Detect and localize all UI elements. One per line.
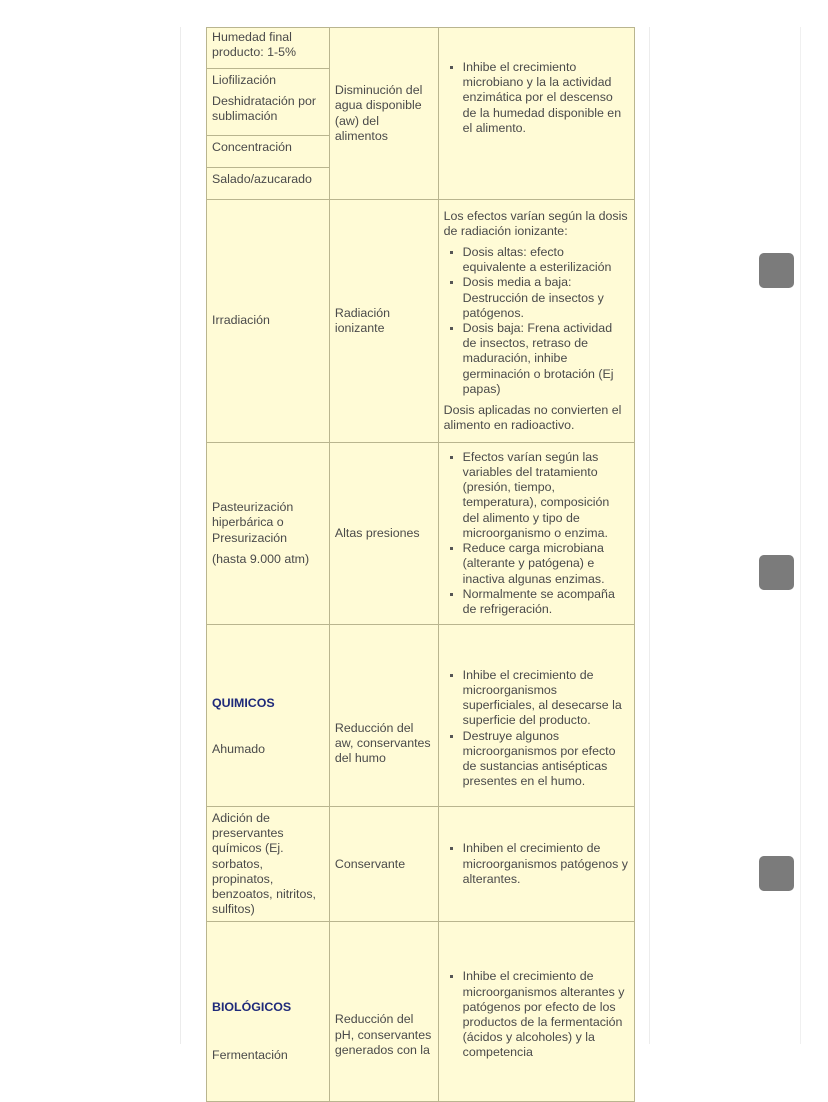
floating-action-button[interactable] xyxy=(759,253,794,288)
method-cell: Pasteurización hiperbárica o Presurización (hasta 9.000 atm) xyxy=(207,443,330,625)
effect-cell xyxy=(438,625,634,807)
effect-cell xyxy=(438,807,634,922)
sidebar-divider xyxy=(800,27,801,1044)
table-row xyxy=(207,625,635,807)
effect-cell xyxy=(438,443,634,625)
effect-list: Efectos varían según las variables del tratamiento (presión, tiempo, temperatura), composición del alimento y tipo de microorganismo o enzima. Reduce carga microbiana (alterante y patógena) e inactiva algunas enzimas. Normalmente se acompaña de refrigeración. xyxy=(444,450,629,617)
floating-action-button[interactable] xyxy=(759,856,794,891)
effect-list: Dosis altas: efecto equivalente a esterilización Dosis media a baja: Destrucción de insectos y patógenos. Dosis baja: Frena actividad de insectos, retraso de maduración, inhibe germinación o brotación (Ej papas) xyxy=(444,245,629,397)
method-cell: Irradiación xyxy=(207,200,330,443)
effect-cell: Los efectos varían según la dosis de radiación ionizante: Dosis altas: efecto equivalente a esterilización Dosis media a baja: Destrucción de insectos y patógenos. Dosis baja: Frena actividad de insectos, retraso de maduración, inhibe germinación o brotación (Ej papas) Dosis aplicadas no convierten el alimento en radioactivo. xyxy=(438,200,634,443)
table-row xyxy=(207,443,635,625)
category-heading: QUIMICOS xyxy=(212,696,275,711)
effect-list: Inhibe el crecimiento de microorganismos superficiales, al desecarse la superficie del producto. Destruye algunos microorganismos por efecto de sustancias antisépticas presentes en el humo. xyxy=(444,668,629,790)
principle-cell: Reducción del pH, conservantes generados con la xyxy=(329,922,438,1102)
table-row xyxy=(207,807,635,922)
method-subitem: Concentración xyxy=(207,136,329,168)
method-cell: QUIMICOS Ahumado xyxy=(207,625,330,807)
principle-cell: Reducción del aw, conservantes del humo xyxy=(329,625,438,807)
preservation-methods-table xyxy=(206,27,635,1102)
method-cell xyxy=(207,28,330,200)
method-subitem: Liofilización Deshidratación por sublimación xyxy=(207,69,329,136)
document-page xyxy=(180,27,650,1062)
table-row xyxy=(207,200,635,443)
floating-action-button[interactable] xyxy=(759,555,794,590)
principle-cell: Radiación ionizante xyxy=(329,200,438,443)
effect-cell xyxy=(438,922,634,1102)
method-cell: BIOLÓGICOS Fermentación xyxy=(207,922,330,1102)
category-heading: BIOLÓGICOS xyxy=(212,1000,292,1015)
effect-list: Inhibe el crecimiento microbiano y la la actividad enzimática por el descenso de la humedad disponible en el alimento. xyxy=(444,60,629,136)
effect-list: Inhibe el crecimiento de microorganismos alterantes y patógenos por efecto de los productos de la fermentación (ácidos y alcoholes) y la competencia xyxy=(444,969,629,1060)
effect-cell xyxy=(438,28,634,200)
effect-list: Inhiben el crecimiento de microorganismos patógenos y alterantes. xyxy=(462,841,628,886)
principle-cell: Conservante xyxy=(329,807,438,922)
principle-cell: Altas presiones xyxy=(329,443,438,625)
method-cell: Adición de preservantes químicos (Ej. sorbatos, propinatos, benzoatos, nitritos, sulfitos) xyxy=(207,807,330,922)
method-subitem: Salado/azucarado xyxy=(212,171,312,186)
table-row xyxy=(207,922,635,1102)
principle-cell: Disminución del agua disponible (aw) del alimentos xyxy=(329,28,438,200)
method-subitem: Humedad final producto: 1-5% xyxy=(207,30,329,69)
table-row xyxy=(207,28,635,200)
